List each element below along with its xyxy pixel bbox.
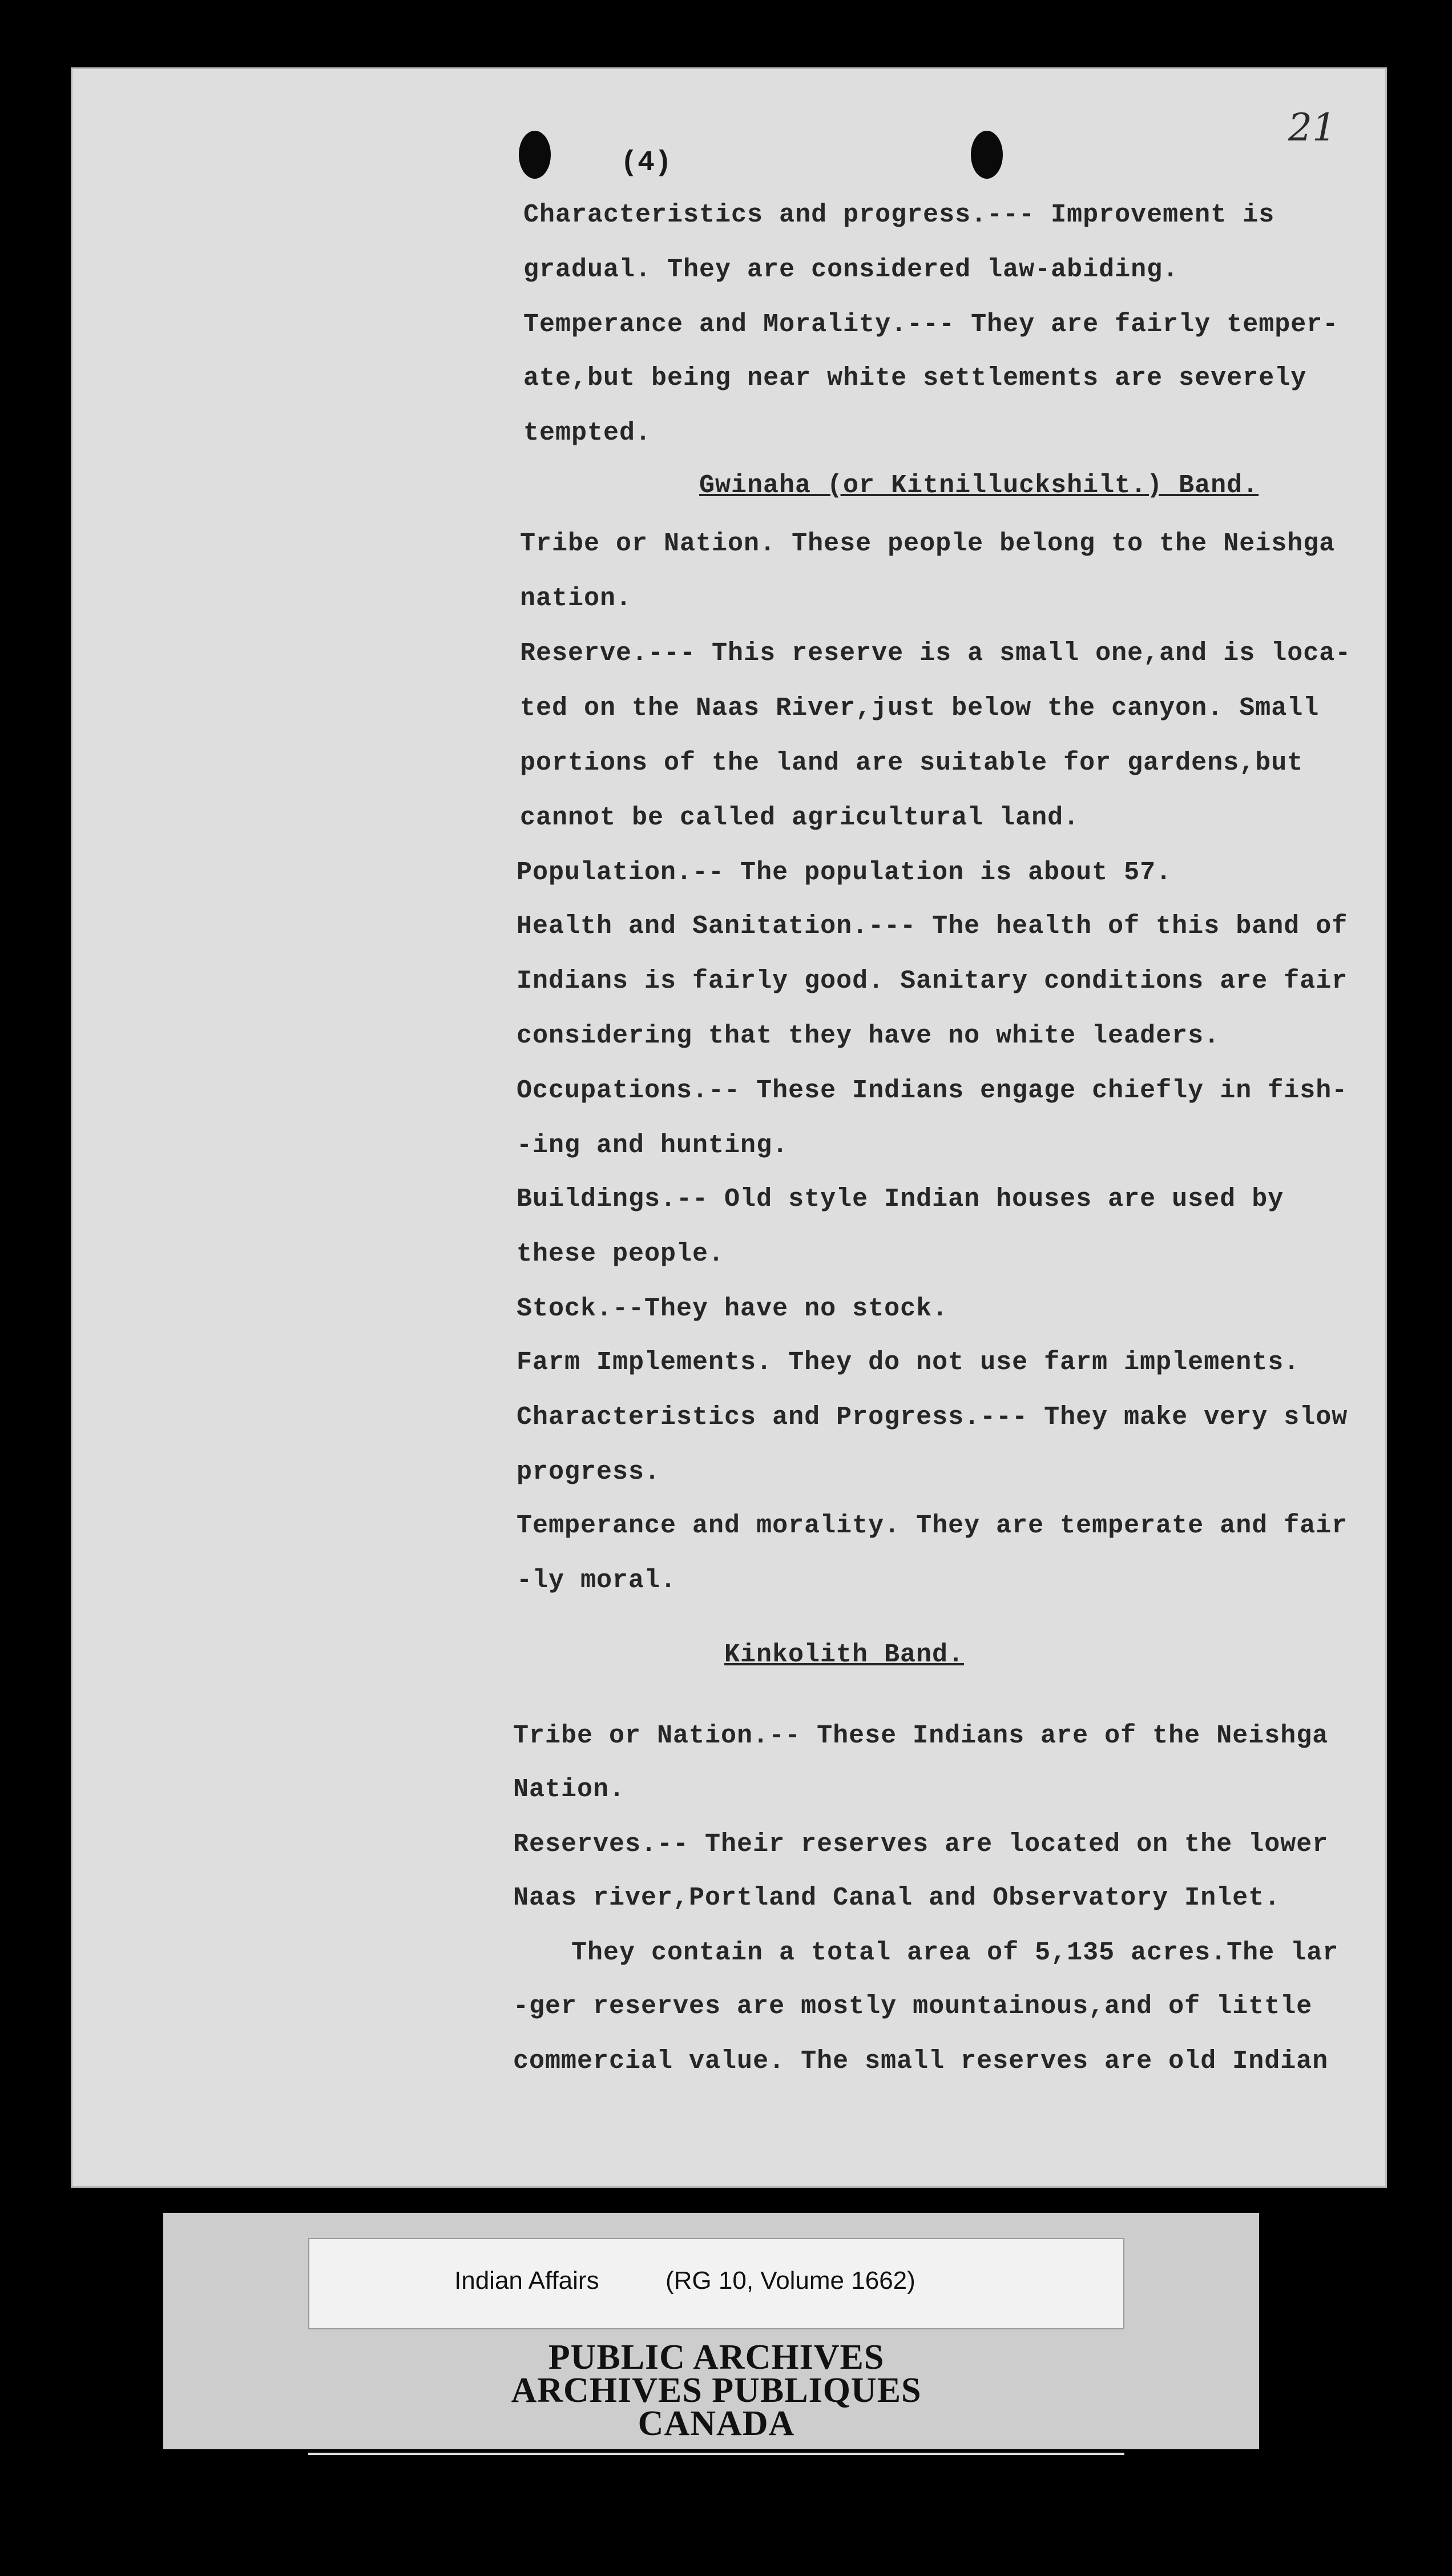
section-heading-kinkolith: Kinkolith Band. bbox=[724, 1640, 965, 1669]
section-heading-gwinaha: Gwinaha (or Kitnilluckshilt.) Band. bbox=[699, 471, 1259, 500]
volume-reference: (RG 10, Volume 1662) bbox=[666, 2267, 915, 2295]
text-line: considering that they have no white leaders. bbox=[517, 1021, 1220, 1050]
text-line: cannot be called agricultural land. bbox=[520, 803, 1080, 832]
text-line: -ger reserves are mostly mountainous,and of little bbox=[513, 1992, 1313, 2021]
text-line: commercial value. The small reserves are old Indian bbox=[513, 2047, 1329, 2076]
institution-name-en: PUBLIC ARCHIVES bbox=[548, 2338, 885, 2377]
text-line: Health and Sanitation.--- The health of this band of bbox=[517, 912, 1348, 941]
page-number: (4) bbox=[620, 147, 672, 179]
label-divider bbox=[308, 2453, 1124, 2455]
text-line: portions of the land are suitable for gardens,but bbox=[520, 748, 1304, 778]
text-line: tempted. bbox=[523, 418, 652, 448]
collection-name: Indian Affairs bbox=[454, 2267, 599, 2295]
text-line: -ly moral. bbox=[517, 1566, 677, 1595]
text-line: Nation. bbox=[513, 1775, 626, 1804]
text-line: these people. bbox=[517, 1239, 725, 1269]
text-line: Stock.--They have no stock. bbox=[517, 1294, 949, 1323]
punch-hole-right bbox=[971, 131, 1003, 179]
text-line: Reserve.--- This reserve is a small one,and is loca- bbox=[520, 639, 1352, 668]
text-line: progress. bbox=[517, 1458, 661, 1487]
text-line: ate,but being near white settlements are severely bbox=[523, 364, 1307, 393]
document-page bbox=[71, 67, 1387, 2188]
text-line: Tribe or Nation.-- These Indians are of the Neishga bbox=[513, 1721, 1329, 1750]
institution-name-fr: ARCHIVES PUBLIQUES bbox=[511, 2371, 922, 2410]
text-line: Temperance and Morality.--- They are fairly temper- bbox=[523, 310, 1339, 339]
text-line: Occupations.-- These Indians engage chiefly in fish- bbox=[517, 1076, 1348, 1105]
folio-number: 21 bbox=[1288, 106, 1336, 150]
text-line: Temperance and morality. They are temperate and fair bbox=[517, 1511, 1348, 1540]
text-line: nation. bbox=[520, 584, 632, 613]
institution-country: CANADA bbox=[638, 2404, 795, 2443]
text-line: Indians is fairly good. Sanitary conditions are fair bbox=[517, 967, 1348, 996]
archive-reference-box bbox=[308, 2238, 1124, 2329]
text-line: They contain a total area of 5,135 acres.The lar bbox=[571, 1938, 1339, 1967]
text-line: Farm Implements. They do not use farm implements. bbox=[517, 1348, 1300, 1377]
text-line: ted on the Naas River,just below the canyon. Small bbox=[520, 694, 1320, 723]
text-line: Characteristics and Progress.--- They make very slow bbox=[517, 1403, 1348, 1432]
text-line: -ing and hunting. bbox=[517, 1131, 789, 1160]
archives-stamp bbox=[308, 2338, 1124, 2443]
text-line: Tribe or Nation. These people belong to the Neishga bbox=[520, 529, 1336, 558]
punch-hole-left bbox=[519, 131, 551, 179]
text-line: Characteristics and progress.--- Improvement is bbox=[523, 200, 1275, 230]
text-line: gradual. They are considered law-abiding. bbox=[523, 255, 1179, 284]
text-line: Naas river,Portland Canal and Observatory Inlet. bbox=[513, 1883, 1281, 1913]
text-line: Buildings.-- Old style Indian houses are used by bbox=[517, 1185, 1284, 1214]
text-line: Reserves.-- Their reserves are located on the lower bbox=[513, 1830, 1329, 1859]
text-line: Population.-- The population is about 57. bbox=[517, 858, 1172, 887]
